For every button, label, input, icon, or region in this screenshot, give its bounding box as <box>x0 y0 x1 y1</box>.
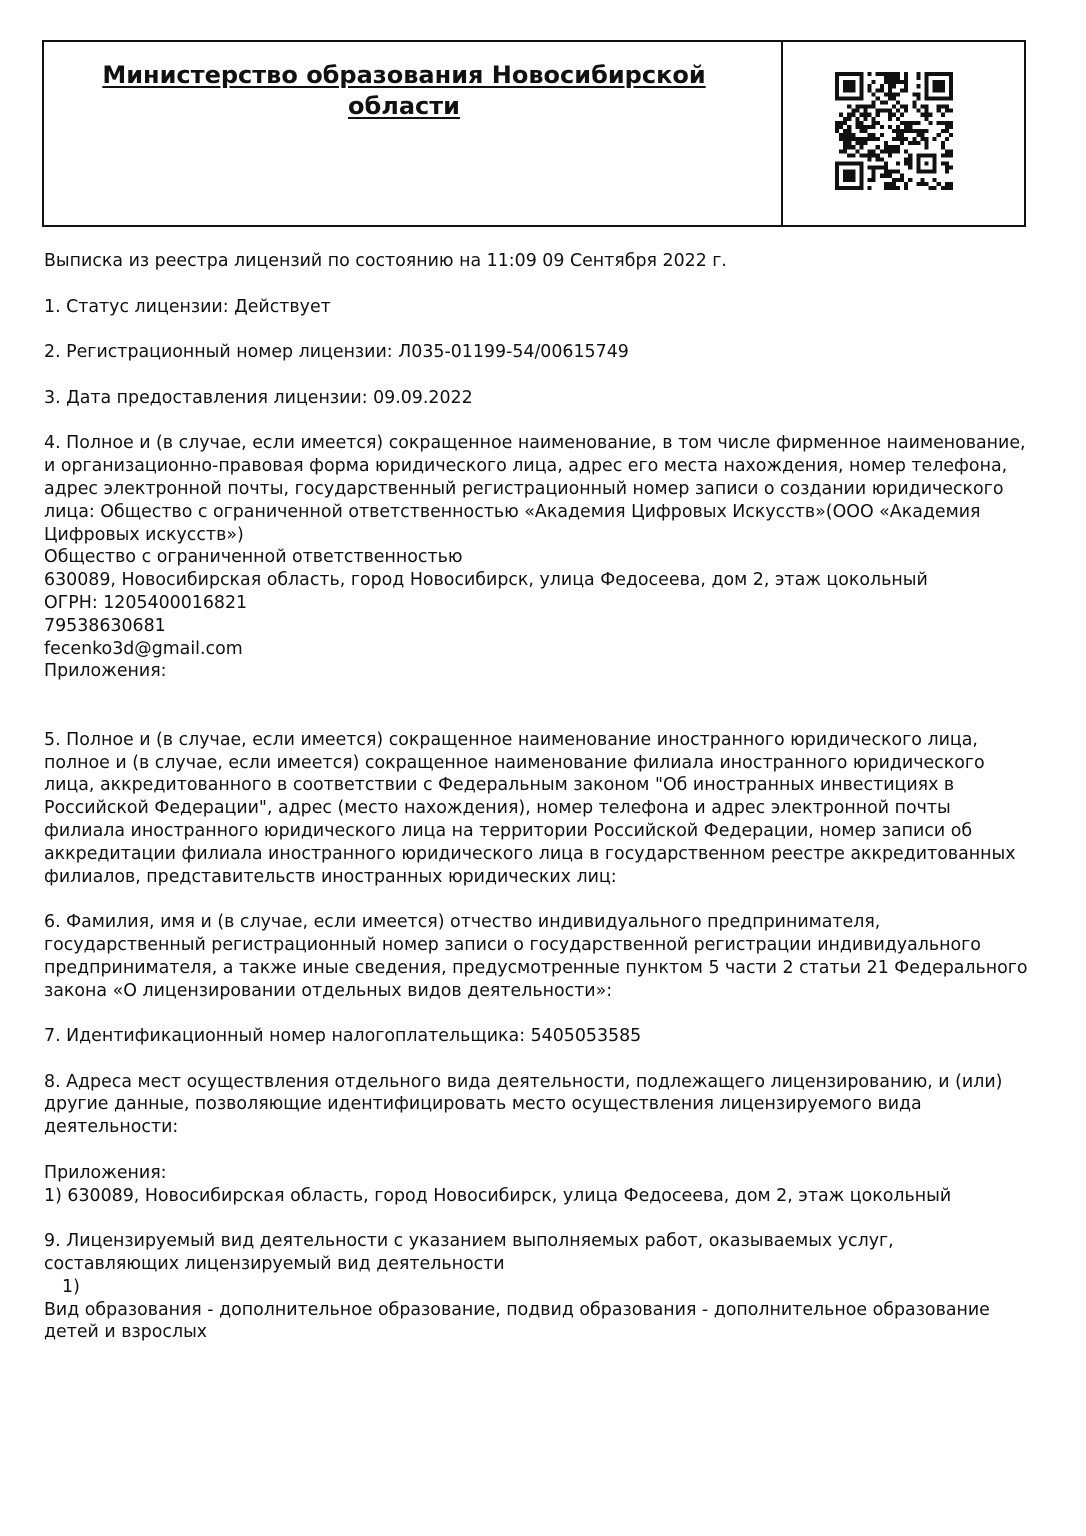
license-status: 1. Статус лицензии: Действует <box>44 296 331 317</box>
issue-date: 3. Дата предоставления лицензии: 09.09.2022 <box>44 387 473 408</box>
registration-number: 2. Регистрационный номер лицензии: Л035-01199-54/00615749 <box>44 342 629 363</box>
foreign-entity-info: 5. Полное и (в случае, если имеется) сокращенное наименование иностранного юридического лица, полное и (в случае, если имеется) сокращенное наименование филиала иностранного юридического лица, аккредитованного в соответствии с Федеральным законом "Об иностранных инвестициях в Российской Федерации", адрес (место нахождения), номер телефона и адрес электронной почты филиала иностранного юридического лица на территории Российской Федерации, номер записи об аккредитации филиала иностранного юридического лица в государственном реестре аккредитованных филиалов, представительств иностранных юридических лиц: <box>44 729 1022 887</box>
activity-addresses: 8. Адреса мест осуществления отдельного вида деятельности, подлежащего лицензированию, и (или) другие данные, позволяющие идентифицировать место осуществления лицензируемого вида деятельности: <box>44 1071 1008 1138</box>
organization-name: 4. Полное и (в случае, если имеется) сокращенное наименование, в том числе фирменное наименование, и организационно-правовая форма юридического лица, адрес его места нахождения, номер телефона, адрес электронной почты, государственный регистрационный номер записи о создании юридического лица: Общество с ограниченной ответственностью «Академия Цифровых Искусств»(ООО «Академия Цифровых искусств») <box>44 433 1032 545</box>
organization-attachments: Приложения: <box>44 661 167 682</box>
inn: 7. Идентификационный номер налогоплательщика: 5405053585 <box>44 1026 642 1047</box>
organization-email: fecenko3d@gmail.com <box>44 638 243 659</box>
page-title: Министерство образования Новосибирской области <box>102 61 706 120</box>
organization-address: 630089, Новосибирская область, город Новосибирск, улица Федосеева, дом 2, этаж цокольный <box>44 570 928 591</box>
licensed-activity-text: Вид образования - дополнительное образование, подвид образования - дополнительное образование детей и взрослых <box>44 1299 996 1343</box>
licensed-activity-number: 1) <box>62 1276 80 1297</box>
qr-code-icon <box>835 72 953 190</box>
activity-attachments: Приложения: <box>44 1162 167 1183</box>
organization-form: Общество с ограниченной ответственностью <box>44 547 463 568</box>
license-extract <box>44 250 1034 1344</box>
licensed-activity: 9. Лицензируемый вид деятельности с указанием выполняемых работ, оказываемых услуг, составляющих лицензируемый вид деятельности <box>44 1231 900 1275</box>
entrepreneur-info: 6. Фамилия, имя и (в случае, если имеется) отчество индивидуального предпринимателя, государственный регистрационный номер записи о государственной регистрации индивидуального предпринимателя, а также иные сведения, предусмотренные пунктом 5 части 2 статьи 21 Федерального закона «О лицензировании отдельных видов деятельности»: <box>44 912 1034 1001</box>
activity-address-1: 1) 630089, Новосибирская область, город Новосибирск, улица Федосеева, дом 2, этаж цокольный <box>44 1185 952 1206</box>
header-divider <box>781 42 783 225</box>
organization-phone: 79538630681 <box>44 615 166 636</box>
header-box <box>42 40 1026 227</box>
organization-ogrn: ОГРН: 1205400016821 <box>44 592 248 613</box>
extract-intro: Выписка из реестра лицензий по состоянию на 11:09 09 Сентября 2022 г. <box>44 251 727 271</box>
